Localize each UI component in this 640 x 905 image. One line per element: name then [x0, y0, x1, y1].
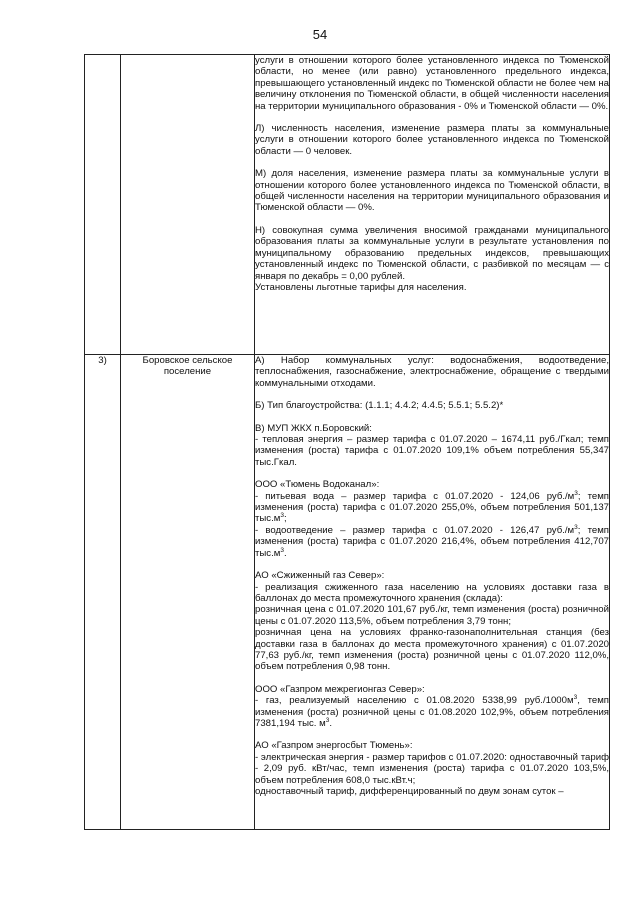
natural-gas-tariff: - газ, реализуемый населению с 01.08.2020 5338,99 $руб./1000м^3$, темп изменения (роста) розничной цены с 01.08.2020 102,9%, объем потребления 7381,194 тыс. $м^3$.	[255, 693, 610, 729]
benefits-line: Установлены льготные тарифы для населения.	[255, 281, 467, 293]
paragraph-a: А) Набор коммунальных услуг: водоснабжения, водоотведение, теплоснабжения, газоснабжение, электроснабжение, обращение с твердыми коммунальными отходами.	[255, 355, 609, 389]
settlement-name-cell	[121, 55, 255, 355]
page-number: 54	[312, 27, 328, 42]
power-supplier-heading: АО «Газпром энергосбыт Тюмень»:	[255, 740, 413, 752]
heat-supplier-heading: В) МУП ЖКХ п.Боровский:	[255, 422, 372, 434]
drinking-water-tariff: - питьевая вода – размер тарифа с 01.07.2020 - 124,06 $руб./м^3$; темп изменения (роста) тарифа с 01.07.2020 255,0%, объем потребления 501,137 $тыс.м^3$;	[255, 489, 609, 525]
paragraph-l: Л) численность населения, изменение размера платы за коммунальные услуги в отношении которого более установленного индекса по Тюменской области — 0 человек.	[255, 123, 609, 157]
paragraph-n: Н) совокупная сумма увеличения вносимой гражданами муниципального образования платы за коммунальные услуги в результате установления по муниципальному образованию предельных индексов, превышающих установленный индекс по Тюменской области, с разбивкой по месяцам — с января по декабрь = 0,00 рублей.	[255, 224, 609, 282]
lpg-retail-price: розничная цена с 01.07.2020 101,67 руб./кг, темп изменения (роста) розничной цены с 01.07.2020 113,5%, объем потребления 3,79 тонн;	[255, 604, 609, 627]
indicators-cell	[255, 55, 610, 355]
paragraph-k-continued: услуги в отношении которого более установленного индекса по Тюменской области, но менее (или равно) установленного предельного индекса, превышающего установленный индекс по Тюменской области не более чем на величину отклонения по Тюменской области, в общей численности населения на территории муниципального образования - 0% и Тюменской области — 0%.	[255, 55, 609, 112]
lpg-delivery: - реализация сжиженного газа населению на условиях доставки газа в баллонах до места промежуточного хранения (склада):	[255, 581, 609, 604]
two-zone-tariff: одноставочный тариф, дифференцированный по двум зонам суток –	[255, 786, 564, 797]
row-number-cell	[85, 55, 121, 355]
services-cell	[255, 355, 610, 830]
paragraph-m: М) доля населения, изменение размера платы за коммунальные услуги в отношении которого более установленного индекса по Тюменской области, в общей численности населения на территории муниципального образования и Тюменской области — 0%.	[255, 168, 609, 214]
heat-tariff: - тепловая энергия – размер тарифа с 01.07.2020 – 1674,11 руб./Гкал; темп изменения (роста) тарифа с 01.07.2020 109,1% объем потребления 55,347 тыс.Гкал.	[255, 434, 609, 468]
vodokanal-heading: ООО «Тюмень Водоканал»:	[255, 479, 380, 491]
lpg-station-price: розничная цена на условиях франко-газонаполнительная станция (без доставки газа в баллонах до места промежуточного хранения) с 01.07.2020 77,63 руб./кг, темп изменения (роста) розничной цены с 01.07.2020 112,0%, объем потребления 0,98 тонн.	[255, 627, 609, 673]
sewage-tariff: - водоотведение – размер тарифа с 01.07.2020 - 126,47 $руб./м^3$; темп изменения (роста) тарифа с 01.07.2020 216,4%, объем потребления 412,707 $тыс.м^3$.	[255, 523, 609, 559]
table-row	[85, 55, 610, 355]
table-row	[85, 355, 610, 830]
settlement-name-cell: Боровское сельское поселение	[121, 355, 255, 830]
paragraph-b: Б) Тип благоустройства: (1.1.1; 4.4.2; 4.4.5; 5.5.1; 5.5.2)*	[255, 400, 504, 412]
lpg-heading: АО «Сжиженный газ Север»:	[255, 570, 385, 582]
electricity-tariff: - электрическая энергия - размер тарифов с 01.07.2020: одноставочный тариф - 2,09 руб. кВт/час, темп изменения (роста) тарифа с 01.07.2020 103,5%, объем потребления 608,0 тыс.кВт.ч;	[255, 751, 609, 786]
tariff-table	[84, 54, 610, 830]
gas-supplier-heading: ООО «Газпром межрегионгаз Север»:	[255, 683, 425, 695]
row-number-cell: 3)	[85, 355, 121, 830]
